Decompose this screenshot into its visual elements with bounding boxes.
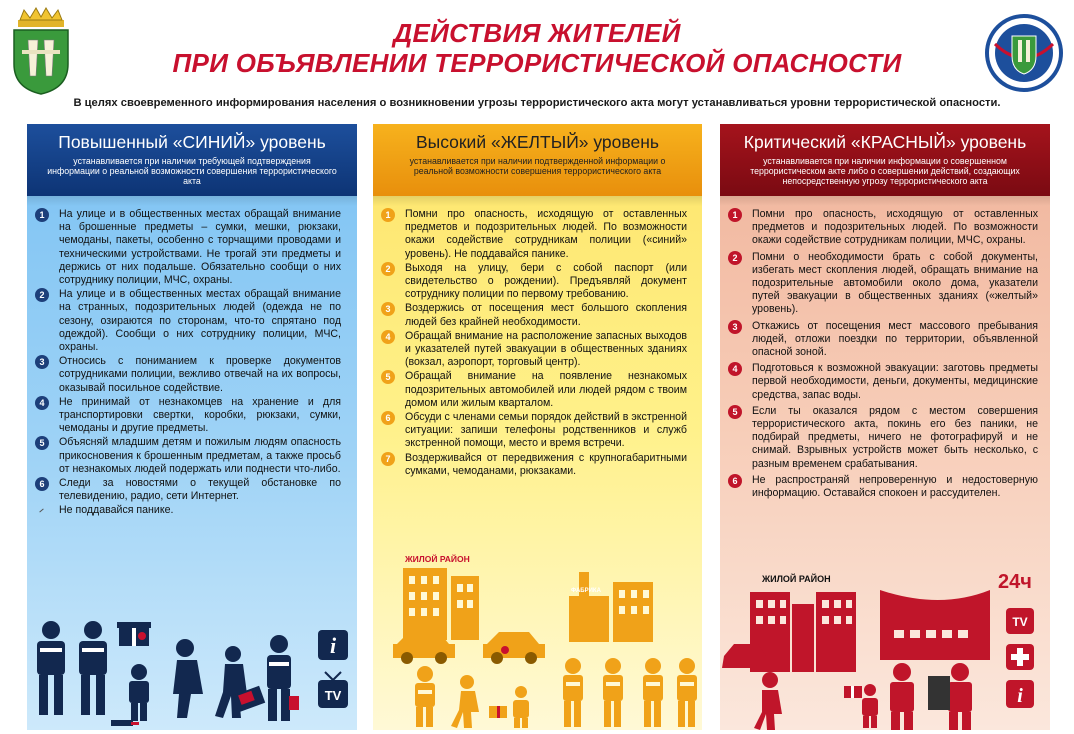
factory-label: ФАБРИКА (571, 588, 601, 594)
list-item: 1 Помни про опасность, исходящую от оставленных предметов и подозрительных людей. По возможности окажи содействие сотрудникам полиции, МЧС, охраны. (728, 208, 1038, 248)
yellow-level-header (373, 124, 702, 196)
red-level-title: Критический «КРАСНЫЙ» уровень (743, 132, 1027, 152)
residential-area-label: ЖИЛОЙ РАЙОН (762, 574, 831, 584)
blue-level-subtitle: устанавливается при наличии требующей подтверждения информации о реальной возможности совершения террористического акта (47, 156, 337, 186)
blue-level-illustration (27, 608, 357, 730)
yellow-level-subtitle: устанавливается при наличии подтвержденной информации о реальной возможности совершения террористического акта (409, 156, 666, 176)
list-item: 7 Воздерживайся от передвижения с крупногабаритными сумками, чемоданами, рюкзаками. (381, 452, 687, 478)
list-item: 5 Если ты оказался рядом с местом совершения террористического акта, покинь его без паники, не подбирай предметы, ничего не фотографируй и не снимай. Взрывных устройств может быть несколько, с разным временем срабатывания. (728, 405, 1038, 471)
yellow-level-title: Высокий «ЖЕЛТЫЙ» уровень (415, 132, 660, 152)
list-item: Не поддавайся панике. (35, 504, 341, 517)
list-item: 3 Воздержись от посещения мест большого скопления людей без крайней необходимости. (381, 302, 687, 328)
blue-level-list (35, 208, 341, 519)
blue-level-title: Повышенный «СИНИЙ» уровень (58, 132, 326, 152)
red-level-list (728, 208, 1038, 501)
list-item: 4 Подготовься к возможной эвакуации: заготовь предметы первой необходимости, деньги, документы, медицинские средства, запас воды. (728, 362, 1038, 402)
red-level-subtitle: устанавливается при наличии информации о совершенном террористическом акте либо о совершении действий, создающих непосредственную угрозу террористического акта (750, 156, 1020, 186)
list-item: 1 На улице и в общественных местах обращай внимание на брошенные предметы – сумки, мешки, рюкзаки, чемоданы, пакеты, особенно с торчащими проводами и техническими устройствами. Не трогай эти предметы и держись от них подальше. Обязательно сообщи о них сотруднику полиции, МЧС, охраны. (35, 208, 341, 287)
list-item: 5 Обращай внимание на появление незнакомых подозрительных автомобилей или людей рядом с твоим домом или жилым кварталом. (381, 370, 687, 410)
yellow-level-list (381, 208, 687, 479)
list-item: 3 Относись с пониманием к проверке документов сотрудниками полиции, вежливо отвечай на их вопросы, оказывай посильное содействие. (35, 355, 341, 395)
yellow-level-illustration (373, 552, 702, 730)
svg-text:TV: TV (324, 688, 342, 703)
page-title-line-1: ДЕЙСТВИЯ ЖИТЕЛЕЙ (393, 18, 681, 48)
list-item: 4 Обращай внимание на расположение запасных выходов и указателей путей эвакуации в общественных зданиях (вокзал, аэропорт, торговый центр). (381, 330, 687, 370)
svg-text:i: i (329, 633, 337, 658)
list-item: 4 Не принимай от незнакомцев на хранение и для транспортировки свертки, коробки, рюкзаки, сумки, чемоданы и другие предметы. (35, 396, 341, 436)
list-item: 1 Помни про опасность, исходящую от оставленных предметов и подозрительных людей. По возможности окажи содействие сотрудникам полиции («синий» уровень). Не поддавайся панике. (381, 208, 687, 261)
blue-level-header (27, 124, 357, 196)
intro-text: В целях своевременного информирования населения о возникновении угрозы террористического акта могут устанавливаться уровни террористической опасности. (73, 97, 1001, 109)
yellow-level-panel (373, 124, 702, 730)
page-title-line-2: ПРИ ОБЪЯВЛЕНИИ ТЕРРОРИСТИЧЕСКОЙ ОПАСНОСТИ (172, 48, 902, 78)
list-item: 6 Обсуди с членами семьи порядок действий в экстренной ситуации: запиши телефоны родственников и служб экстренной помощи, место и время встречи. (381, 411, 687, 451)
red-level-panel (720, 124, 1050, 730)
blue-level-panel (27, 124, 357, 730)
residential-area-label: ЖИЛОЙ РАЙОН (405, 554, 470, 564)
list-item: 2 На улице и в общественных местах обращай внимание на странных, подозрительных людей (одежда не по сезону, озираются по сторонам, что-то спрятано под одеждой). Сообщи о них сотруднику полиции, МЧС, охраны. (35, 288, 341, 354)
list-item: 5 Объясняй младшим детям и пожилым людям опасность прикосновения к брошенным предметам, а также просьб от незнакомых людей подержать или поднести что-либо. (35, 436, 341, 476)
red-level-header (720, 124, 1050, 196)
city-coat-of-arms (8, 6, 74, 96)
list-item: 6 Следи за новостями о текущей обстановке по телевидению, радио, сети Интернет. (35, 477, 341, 503)
red-level-illustration (720, 564, 1050, 730)
list-item: 3 Откажись от посещения мест массового пребывания людей, отложи поездки по территории, объявленной опасной зоной. (728, 320, 1038, 360)
24h-label: 24ч (998, 571, 1032, 593)
svg-text:TV: TV (1012, 615, 1028, 629)
gochs-emblem (985, 14, 1063, 92)
list-item: 2 Выходя на улицу, бери с собой паспорт (или свидетельство о рождении). Предъявляй документ сотруднику полиции по первому требованию. (381, 262, 687, 302)
list-item: 2 Помни о необходимости брать с собой документы, избегать мест скопления людей, обращать внимание на подозрительные автомобили около дома, указатели путей эвакуации в общественных зданиях («желтый» уровень). (728, 251, 1038, 317)
svg-text:i: i (1017, 685, 1023, 707)
list-item: 6 Не распространяй непроверенную и недостоверную информацию. Оставайся спокоен и рассудителен. (728, 474, 1038, 500)
